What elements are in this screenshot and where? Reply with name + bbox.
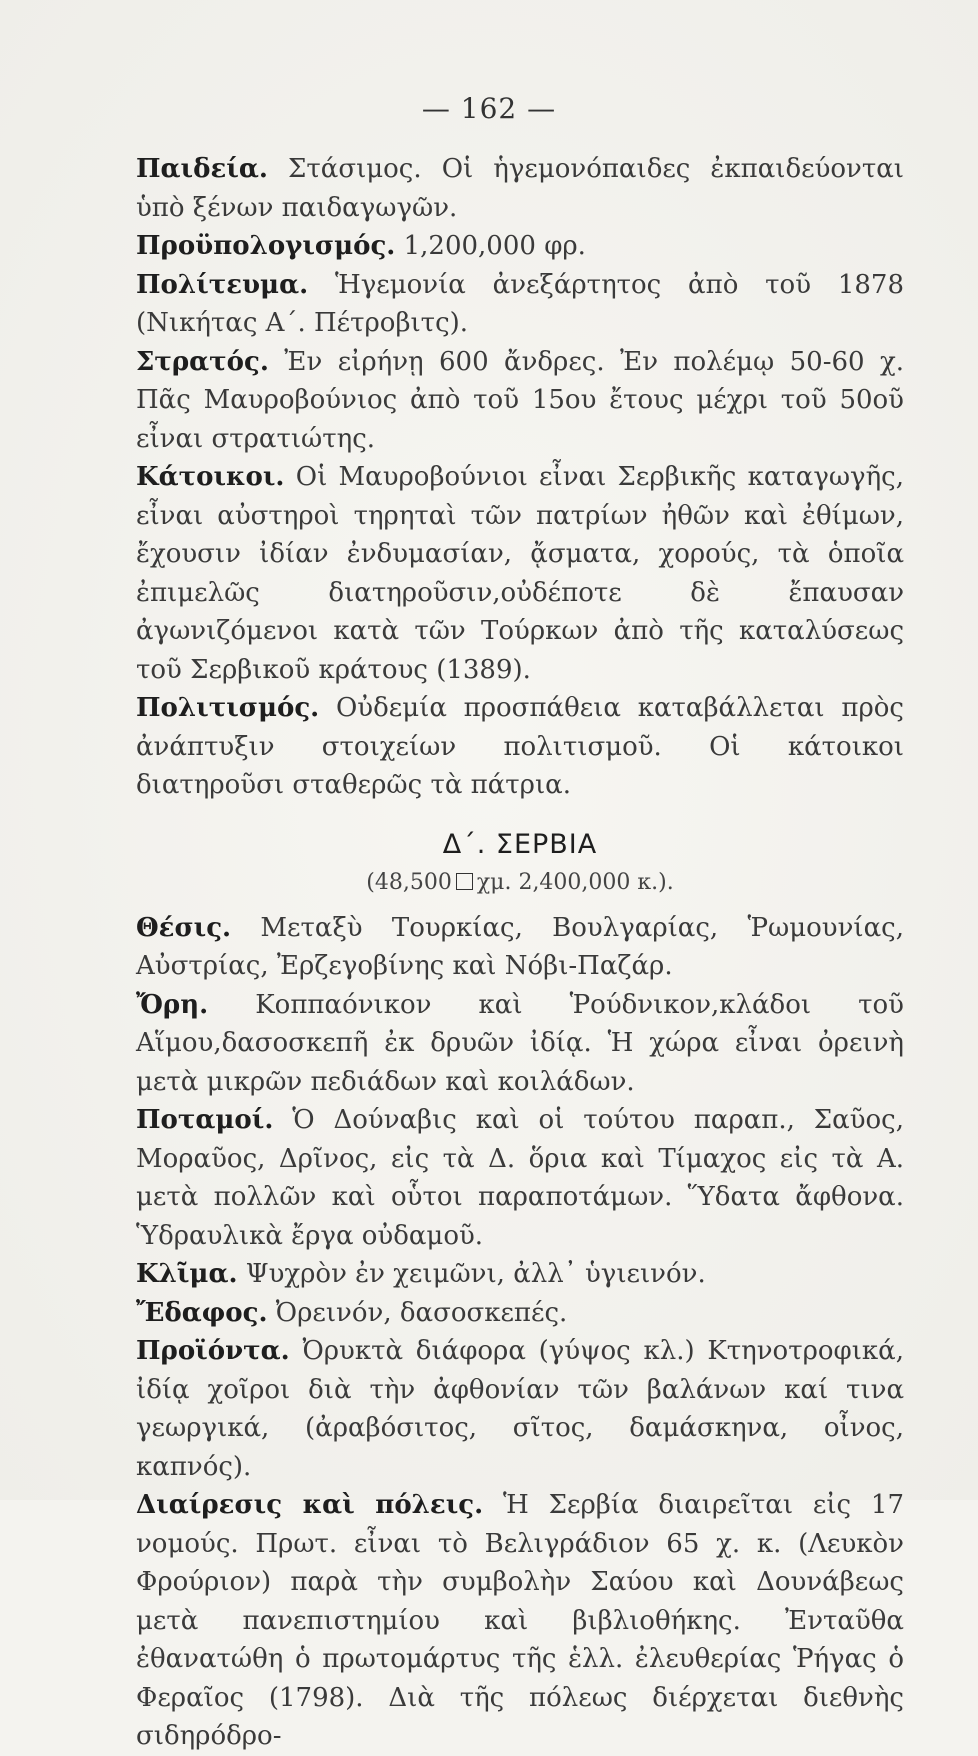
term: Ποταμοί. — [136, 1105, 274, 1135]
term: Πολίτευμα. — [136, 269, 309, 300]
paragraph-klima: Κλῖμα. Ψυχρὸν ἐν χειμῶνι, ἀλλ᾽ ὑγιεινόν. — [136, 1259, 706, 1289]
paragraph-politevma: Πολίτευμα. Ἡγεμονία ἀνεξάρτητος ἀπὸ τοῦ 1878 (Νικήτας Α΄. Πέτροβιτς). — [136, 269, 904, 338]
term: Ὄρη. — [136, 989, 209, 1020]
paragraph-stratos: Στρατός. Ἐν εἰρήνῃ 600 ἄνδρες. Ἐν πολέμῳ 50-60 χ. Πᾶς Μαυροβούνιος ἀπὸ τοῦ 15ου ἔτους μέχρι τοῦ 50οῦ εἶναι στρατιώτης. — [136, 346, 904, 454]
paragraph-thesis: Θέσις. Μεταξὺ Τουρκίας, Βουλγαρίας, Ῥωμουνίας, Αὐστρίας, Ἐρζεγοβίνης καὶ Νόβι-Παζάρ. — [136, 912, 904, 981]
term: Θέσις. — [136, 912, 232, 943]
page-body — [136, 150, 904, 1756]
term: Πολιτισμός. — [136, 693, 320, 723]
paragraph-potamoi: Ποταμοί. Ὁ Δούναβις καὶ οἱ τούτου παραπ., Σαῦος, Μοραῦος, Δρῖνος, εἰς τὰ Δ. ὅρια καὶ Τίμαχος εἰς τὰ Α. μετὰ πολλῶν καὶ οὗτοι παραποτάμων. Ὕδατα ἄφθονα. Ὑδραυλικὰ ἔργα οὐδαμοῦ. — [136, 1105, 904, 1251]
term: Κλῖμα. — [136, 1259, 238, 1289]
paragraph-paideia: Παιδεία. Στάσιμος. Οἱ ἡγεμονόπαιδες ἐκπαιδεύονται ὑπὸ ξένων παιδαγωγῶν. — [136, 154, 904, 223]
paragraph-ori: Ὄρη. Κοππαόνικον καὶ Ῥούδνικον,κλάδοι τοῦ Αἵμου,δασοσκεπῆ ἐκ δρυῶν ἰδίᾳ. Ἡ χώρα εἶναι ὀρεινὴ μετὰ μικρῶν πεδιάδων καὶ κοιλάδων. — [136, 989, 904, 1097]
paragraph-diairesis: Διαίρεσις καὶ πόλεις. Ἡ Σερβία διαιρεῖται εἰς 17 νομούς. Πρωτ. εἶναι τὸ Βελιγράδιον 65 χ. κ. (Λευκὸν Φρούριον) παρὰ τὴν συμβολὴν Σαύου καὶ Δουνάβεως μετὰ πανεπιστημίου καὶ βιβλιοθήκης. Ἐνταῦθα ἐθανατώθη ὁ πρωτομάρτυς τῆς ἑλλ. ἐλευθερίας Ῥήγας ὁ Φεραῖος (1798). Διὰ τῆς πόλεως διέρχεται διεθνὴς σιδηρόδρο- — [136, 1490, 904, 1751]
term: Στρατός. — [136, 346, 269, 377]
term: Κάτοικοι. — [136, 462, 285, 492]
term: Προϊόντα. — [136, 1336, 290, 1366]
paragraph-katoikoi: Κάτοικοι. Οἱ Μαυροβούνιοι εἶναι Σερβικῆς καταγωγῆς, εἶναι αὐστηροὶ τηρηταὶ τῶν πατρίων ἠθῶν καὶ ἐθίμων, ἔχουσιν ἰδίαν ἐνδυμασίαν, ᾄσματα, χορούς, τὰ ὁποῖα ἐπιμελῶς διατηροῦσιν,οὐδέποτε δὲ ἔπαυσαν ἀγωνιζόμενοι κατὰ τῶν Τούρκων ἀπὸ τῆς καταλύσεως τοῦ Σερβικοῦ κράτους (1389). — [136, 462, 904, 685]
square-symbol-icon — [456, 873, 473, 890]
term: Παιδεία. — [136, 154, 268, 184]
page-number: — 162 — — [421, 92, 557, 125]
paragraph-edafos: Ἔδαφος. Ὀρεινόν, δασοσκεπές. — [136, 1297, 568, 1328]
paragraph-budget: Προϋπολογισμός. 1,200,000 φρ. — [136, 231, 586, 261]
section-subtitle: (48,500 χμ. 2,400,000 κ.). — [366, 869, 674, 895]
paragraph-proionta: Προϊόντα. Ὀρυκτὰ διάφορα (γύψος κλ.) Κτηνοτροφικά, ἰδίᾳ χοῖροι διὰ τὴν ἀφθονίαν τῶν βαλάνων καί τινα γεωργικά, (ἀραβόσιτος, σῖτος, δαμάσκηνα, οἶνος, καπνός). — [136, 1336, 904, 1482]
term: Προϋπολογισμός. — [136, 231, 396, 261]
term: Διαίρεσις καὶ πόλεις. — [136, 1490, 484, 1520]
paragraph-politismos: Πολιτισμός. Οὐδεμία προσπάθεια καταβάλλεται πρὸς ἀνάπτυξιν στοιχείων πολιτισμοῦ. Οἱ κάτοικοι διατηροῦσι σταθερῶς τὰ πάτρια. — [136, 693, 904, 800]
section-title: Δ΄. ΣΕΡΒΙΑ — [442, 828, 598, 860]
term: Ἔδαφος. — [136, 1297, 268, 1328]
